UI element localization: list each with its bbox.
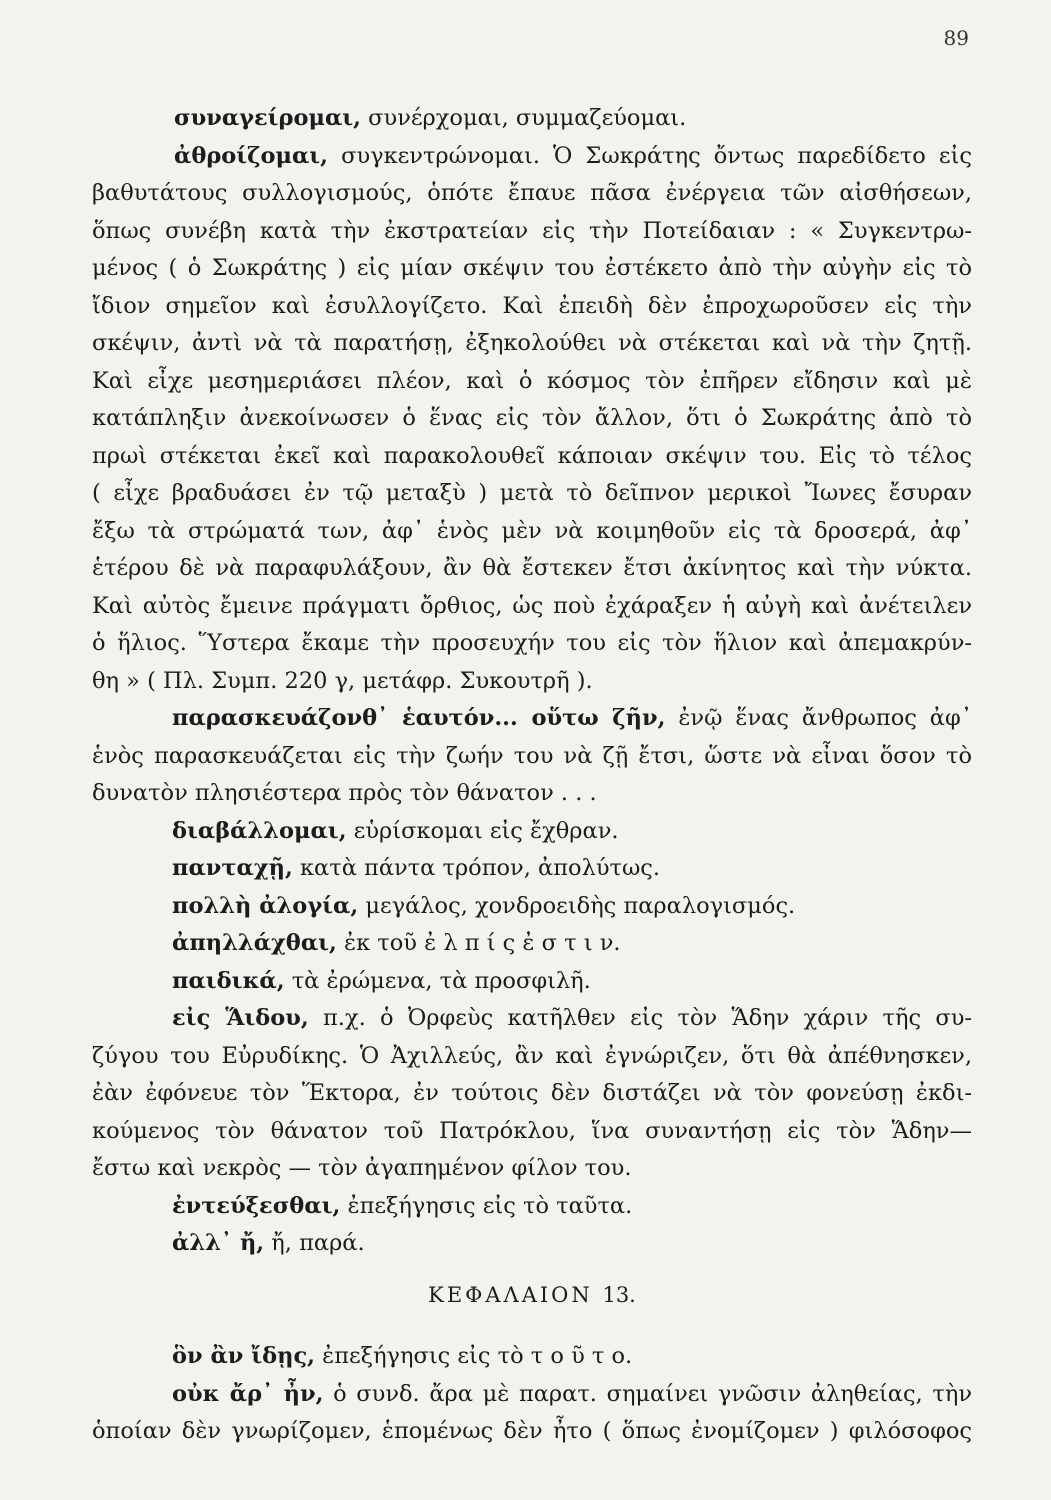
page-number: 89 xyxy=(943,26,969,50)
line-text: συγκεντρώνομαι. Ὁ Σωκράτης ὄντως παρεδίδετο εἰς xyxy=(328,142,972,169)
text-line xyxy=(92,813,972,851)
line-text: πρωὶ στέκεται ἐκεῖ καὶ παρακολουθεῖ κάποιαν σκέψιν του. Εἰς τὸ τέλος xyxy=(92,442,972,469)
glossary-term: εἰς Ἅιδου, xyxy=(172,1005,309,1031)
line-text: δυνατὸν πλησιέστερα πρὸς τὸν θάνατον . . . xyxy=(92,780,597,806)
text-block-commentary xyxy=(92,100,972,1263)
line-text: τὰ ἐρώμενα, τὰ προσφιλῆ. xyxy=(284,967,591,994)
text-line xyxy=(92,1000,972,1038)
line-text: εὑρίσκομαι εἰς ἔχθραν. xyxy=(346,817,619,844)
text-line xyxy=(92,963,972,1001)
line-text: Καὶ εἶχε μεσημεριάσει πλέον, καὶ ὁ κόσμος τὸν ἐπῆρεν εἴδησιν καὶ μὲ xyxy=(92,367,972,394)
line-text: ἔστω καὶ νεκρὸς — τὸν ἀγαπημένον φίλον του. xyxy=(92,1155,632,1181)
glossary-term: διαβάλλομαι, xyxy=(172,817,347,844)
glossary-term: συναγείρομαι, xyxy=(174,105,362,131)
line-text: ἔξω τὰ στρώματά των, ἀφ᾽ ἑνὸς μὲν νὰ κοιμηθοῦν εἰς τὰ δροσερά, ἀφ᾽ xyxy=(92,517,972,544)
glossary-term: ἀπηλλάχθαι, xyxy=(172,930,337,956)
text-line xyxy=(92,625,972,663)
line-text: ζύγου του Εὐρυδίκης. Ὁ Ἀχιλλεύς, ἂν καὶ ἐγνώριζεν, ὅτι θὰ ἀπέθνησκεν, xyxy=(92,1042,972,1069)
text-line xyxy=(92,1038,972,1076)
text-line xyxy=(92,738,972,776)
line-text: ἐὰν ἐφόνευε τὸν Ἕκτορα, ἐν τούτοις δὲν διστάζει νὰ τὸν φονεύσῃ ἐκδι- xyxy=(92,1080,972,1106)
line-text: ( εἶχε βραδυάσει ἐν τῷ μεταξὺ ) μετὰ τὸ δεῖπνον μερικοὶ Ἴωνες ἔσυραν xyxy=(92,480,972,506)
chapter-heading-number: 13. xyxy=(602,1282,636,1307)
text-line xyxy=(92,663,972,701)
glossary-term: ὃν ἂν ἴδῃς, xyxy=(172,1343,315,1369)
page-body xyxy=(92,100,972,1451)
glossary-term: πολλὴ ἀλογία, xyxy=(172,892,359,919)
line-text: σκέψιν, ἀντὶ νὰ τὰ παρατήσῃ, ἐξηκολούθει νὰ στέκεται καὶ νὰ τὴν ζητῇ. xyxy=(92,330,972,356)
text-line xyxy=(92,400,972,438)
line-text: μένος ( ὁ Σωκράτης ) εἰς μίαν σκέψιν του ἐστέκετο ἀπὸ τὴν αὐγὴν εἰς τὸ xyxy=(92,255,972,281)
line-text: κούμενος τὸν θάνατον τοῦ Πατρόκλου, ἵνα συναντήσῃ εἰς τὸν Ἅδην— xyxy=(92,1117,972,1144)
line-text: ὅπως συνέβη κατὰ τὴν ἐκστρατείαν εἰς τὴν Ποτείδαιαν : « Συγκεντρω- xyxy=(92,217,972,244)
text-line xyxy=(92,1188,972,1226)
text-line xyxy=(92,325,972,363)
line-text: ἑτέρου δὲ νὰ παραφυλάξουν, ἂν θὰ ἔστεκεν ἔτσι ἀκίνητος καὶ τὴν νύκτα. xyxy=(92,555,972,581)
text-line xyxy=(92,925,972,963)
line-text: βαθυτάτους συλλογισμούς, ὁπότε ἔπαυε πᾶσα ἐνέργεια τῶν αἰσθήσεων, xyxy=(92,180,972,206)
glossary-term: ἀθροίζομαι, xyxy=(174,142,329,169)
text-line xyxy=(92,888,972,926)
text-line xyxy=(92,213,972,251)
text-line xyxy=(92,1113,972,1151)
text-line xyxy=(92,513,972,551)
text-line xyxy=(92,1338,972,1376)
line-text: ἑνὸς παρασκευάζεται εἰς τὴν ζωήν του νὰ ζῇ ἔτσι, ὥστε νὰ εἶναι ὅσον τὸ xyxy=(92,742,972,769)
line-text: ἐπεξήγησις εἰς τὸ ταῦτα. xyxy=(340,1192,633,1219)
text-line xyxy=(92,175,972,213)
glossary-term: παρασκευάζονθ᾽ ἑαυτόν... οὕτω ζῆν, xyxy=(172,705,666,731)
line-text: κατὰ πάντα τρόπον, ἀπολύτως. xyxy=(292,855,661,881)
text-line xyxy=(92,1376,972,1414)
text-line xyxy=(92,1075,972,1113)
line-text: ἐκ τοῦ ἐ λ π ί ς ἐ σ τ ι ν. xyxy=(336,930,621,956)
line-text: μεγάλος, χονδροειδὴς παραλογισμός. xyxy=(358,892,796,919)
line-text: ὁ συνδ. ἄρα μὲ παρατ. σημαίνει γνῶσιν ἀληθείας, τὴν xyxy=(323,1380,972,1407)
glossary-term: παιδικά, xyxy=(172,967,285,994)
glossary-term: πανταχῇ, xyxy=(172,855,293,881)
text-line xyxy=(92,850,972,888)
text-line xyxy=(92,588,972,626)
line-text: Καὶ αὐτὸς ἔμεινε πράγματι ὄρθιος, ὡς ποὺ ἐχάραξεν ἡ αὐγὴ καὶ ἀνέτειλεν xyxy=(92,592,972,619)
chapter-heading xyxy=(92,1277,972,1315)
text-line xyxy=(92,1150,972,1188)
glossary-term: ἐντεύξεσθαι, xyxy=(172,1192,341,1219)
text-line xyxy=(92,475,972,513)
line-text: π.χ. ὁ Ὀρφεὺς κατῆλθεν εἰς τὸν Ἅδην χάριν τῆς συ- xyxy=(308,1005,972,1031)
text-line xyxy=(92,100,972,138)
text-line xyxy=(92,700,972,738)
line-text: ἐνῷ ἕνας ἄνθρωπος ἀφ᾽ xyxy=(665,705,972,731)
glossary-term: οὐκ ἄρ᾽ ἦν, xyxy=(172,1380,324,1407)
text-line xyxy=(92,1225,972,1263)
line-text: κατάπληξιν ἀνεκοίνωσεν ὁ ἕνας εἰς τὸν ἄλλον, ὅτι ὁ Σωκράτης ἀπὸ τὸ xyxy=(92,405,972,431)
text-line xyxy=(92,775,972,813)
line-text: ἐπεξήγησις εἰς τὸ τ ο ῦ τ ο. xyxy=(315,1343,633,1369)
chapter-heading-label: ΚΕΦΑΛΑΙΟΝ xyxy=(428,1282,593,1307)
text-line xyxy=(92,138,972,176)
text-line xyxy=(92,288,972,326)
glossary-term: ἀλλ᾽ ἤ, xyxy=(172,1230,265,1256)
text-line xyxy=(92,1413,972,1451)
text-line xyxy=(92,250,972,288)
text-block-chapter-13 xyxy=(92,1338,972,1451)
line-text: ὁ ἥλιος. Ὕστερα ἔκαμε τὴν προσευχήν του εἰς τὸν ἥλιον καὶ ἀπεμακρύν- xyxy=(92,630,972,656)
text-line xyxy=(92,438,972,476)
line-text: συνέρχομαι, συμμαζεύομαι. xyxy=(361,105,687,131)
text-line xyxy=(92,363,972,401)
line-text: θη » ( Πλ. Συμπ. 220 γ, μετάφρ. Συκουτρῆ ). xyxy=(92,667,593,694)
line-text: ἴδιον σημεῖον καὶ ἐσυλλογίζετο. Καὶ ἐπειδὴ δὲν ἐπροχωροῦσεν εἰς τὴν xyxy=(92,292,972,319)
line-text: ὁποίαν δὲν γνωρίζομεν, ἑπομένως δὲν ἦτο ( ὅπως ἐνομίζομεν ) φιλόσοφος xyxy=(92,1418,972,1444)
line-text: ἤ, παρά. xyxy=(264,1230,365,1256)
text-line xyxy=(92,550,972,588)
